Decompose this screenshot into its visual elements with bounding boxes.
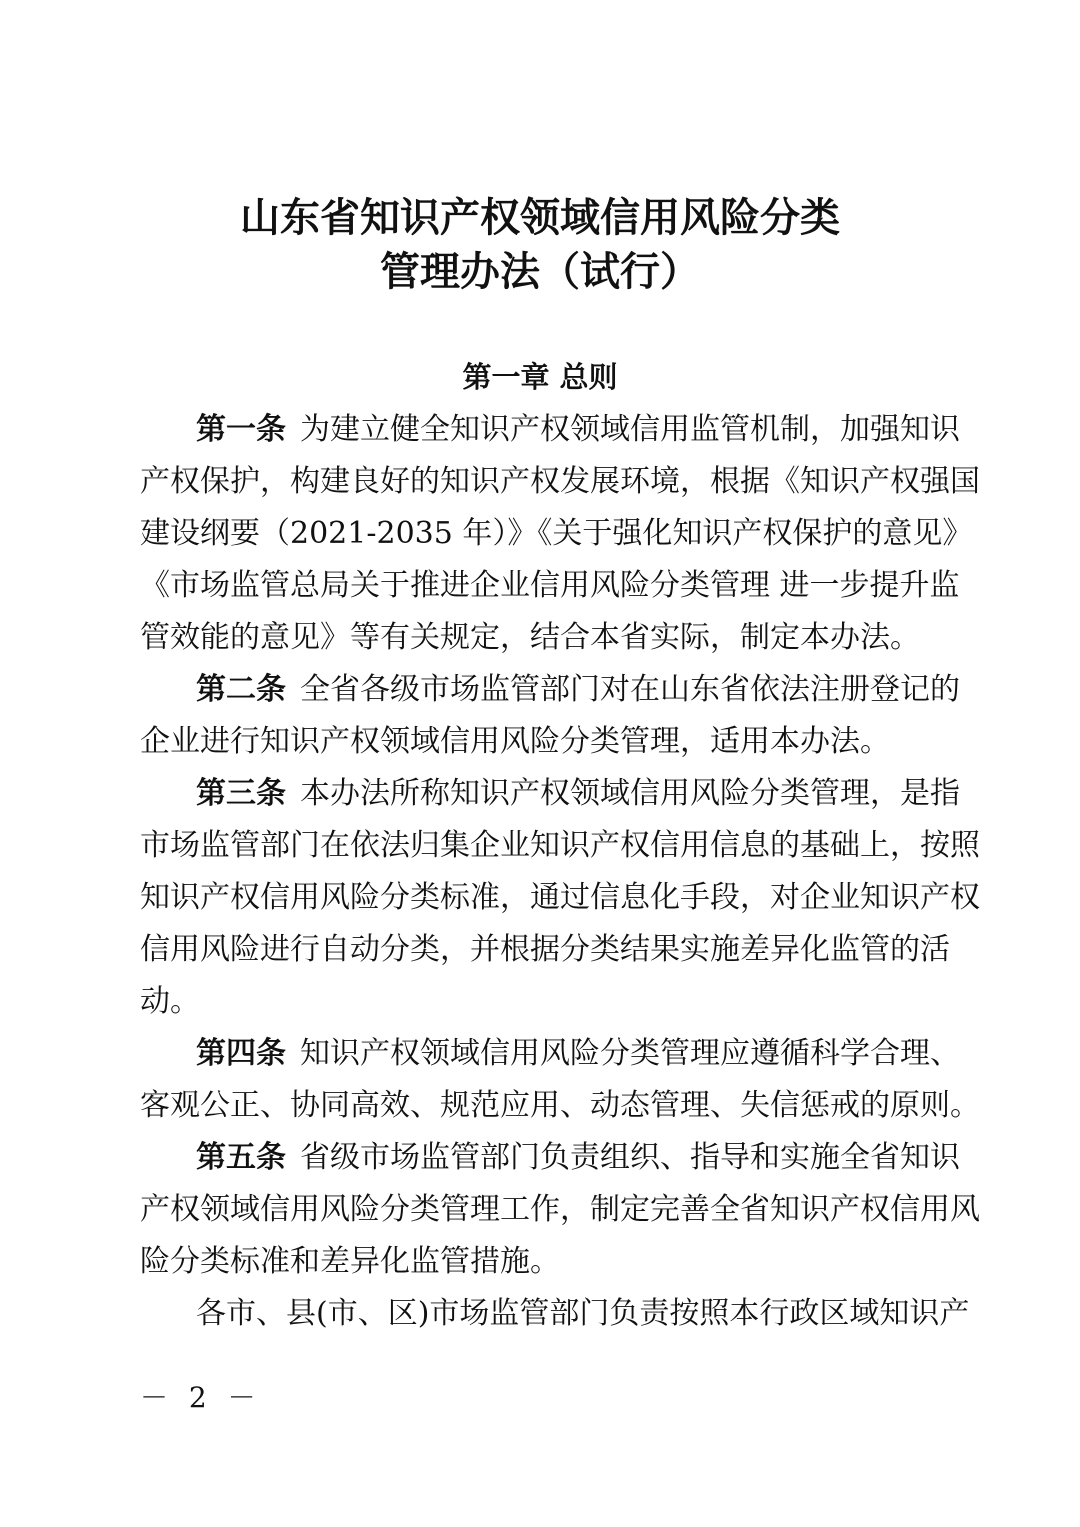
article-3-first-line [196, 768, 960, 820]
article-5-text: 省级市场监管部门负责组织、指导和实施全省知识 [300, 1140, 960, 1175]
article-1-line: 《市场监管总局关于推进企业信用风险分类管理 进一步提升监 [140, 568, 960, 603]
article-4-text: 知识产权领域信用风险分类管理应遵循科学合理、 [300, 1036, 960, 1071]
article-4-line: 客观公正、协同高效、规范应用、动态管理、失信惩戒的原则。 [140, 1088, 980, 1123]
article-4-heading: 第四条 [196, 1036, 286, 1071]
article-1-line: 产权保护，构建良好的知识产权发展环境，根据《知识产权强国 [140, 464, 980, 499]
document-title-line-1: 山东省知识产权领域信用风险分类 [240, 194, 840, 241]
article-2-text: 全省各级市场监管部门对在山东省依法注册登记的 [300, 672, 960, 707]
article-1-line: 管效能的意见》等有关规定，结合本省实际，制定本办法。 [140, 620, 920, 655]
chapter-heading: 第一章 总则 [462, 360, 618, 394]
page-number: － 2 － [140, 1381, 262, 1414]
article-2-heading: 第二条 [196, 672, 286, 707]
final-paragraph-line: 各市、县(市、区)市场监管部门负责按照本行政区域知识产 [196, 1296, 970, 1331]
article-1-first-line [196, 404, 960, 456]
article-3-line: 知识产权信用风险分类标准，通过信息化手段，对企业知识产权 [140, 880, 980, 915]
article-3-heading: 第三条 [196, 776, 286, 811]
document-title-line-2: 管理办法（试行） [380, 248, 700, 295]
article-3-line: 市场监管部门在依法归集企业知识产权信用信息的基础上，按照 [140, 828, 980, 863]
article-1-heading: 第一条 [196, 412, 286, 447]
article-4-first-line [196, 1028, 960, 1080]
article-5-heading: 第五条 [196, 1140, 286, 1175]
article-5-first-line [196, 1132, 960, 1184]
article-2-line: 企业进行知识产权领域信用风险分类管理，适用本办法。 [140, 724, 890, 759]
article-3-line: 信用风险进行自动分类，并根据分类结果实施差异化监管的活 [140, 932, 950, 967]
article-5-line: 险分类标准和差异化监管措施。 [140, 1244, 560, 1279]
article-3-line: 动。 [140, 984, 200, 1019]
article-1-text: 为建立健全知识产权领域信用监管机制，加强知识 [300, 412, 960, 447]
article-3-text: 本办法所称知识产权领域信用风险分类管理，是指 [300, 776, 960, 811]
article-5-line: 产权领域信用风险分类管理工作，制定完善全省知识产权信用风 [140, 1192, 980, 1227]
article-1-line: 建设纲要（2021-2035 年）》《关于强化知识产权保护的意见》 [140, 516, 973, 551]
article-2-first-line [196, 664, 960, 716]
